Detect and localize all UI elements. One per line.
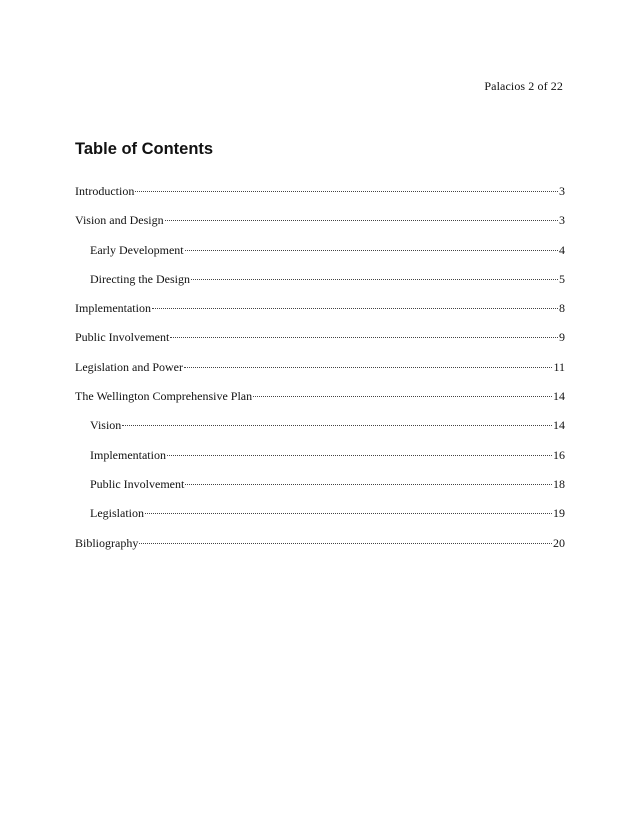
toc-entry-page: 4	[559, 242, 565, 257]
dot-leader	[165, 220, 558, 221]
toc-entry-vision[interactable]	[75, 418, 565, 447]
toc-entry-label: The Wellington Comprehensive Plan	[75, 389, 253, 404]
toc-entry-label: Vision and Design	[75, 213, 164, 228]
dot-leader	[184, 367, 552, 368]
dot-leader	[122, 425, 552, 426]
page-header: Palacios 2 of 22	[484, 79, 563, 93]
dot-leader	[167, 455, 552, 456]
toc-entry-legislation-and-power[interactable]	[75, 360, 565, 389]
toc-entry-introduction[interactable]	[75, 184, 565, 213]
toc-entry-early-development[interactable]	[75, 243, 565, 272]
toc-entry-page: 9	[559, 330, 565, 345]
dot-leader	[152, 308, 558, 309]
toc-entry-label: Early Development	[90, 242, 184, 257]
toc-entry-legislation[interactable]	[75, 506, 565, 535]
toc-entry-page: 20	[553, 535, 565, 550]
dot-leader	[185, 250, 558, 251]
dot-leader	[170, 337, 558, 338]
dot-leader	[253, 396, 552, 397]
toc-title: Table of Contents	[75, 140, 214, 158]
toc-entry-page: 16	[553, 447, 565, 462]
toc-entry-label: Legislation and Power	[75, 359, 183, 374]
toc-entry-page: 14	[553, 418, 565, 433]
toc-entry-public-involvement[interactable]	[75, 330, 565, 359]
toc-entry-vision-and-design[interactable]	[75, 213, 565, 242]
dot-leader	[185, 484, 552, 485]
toc-entry-label: Directing the Design	[90, 271, 190, 286]
dot-leader	[145, 513, 552, 514]
dot-leader	[139, 543, 552, 544]
toc-entry-implementation[interactable]	[75, 301, 565, 330]
toc-entry-plan-implementation[interactable]	[75, 448, 565, 477]
toc-entry-page: 14	[553, 389, 565, 404]
toc-entry-page: 19	[553, 506, 565, 521]
toc-entry-directing-the-design[interactable]	[75, 272, 565, 301]
toc-entry-label: Implementation	[75, 301, 151, 316]
toc-entry-plan-public-involvement[interactable]	[75, 477, 565, 506]
toc-entry-label: Bibliography	[75, 535, 139, 550]
toc-entry-label: Legislation	[90, 506, 144, 521]
toc-entry-label: Public Involvement	[90, 476, 185, 491]
dot-leader	[135, 191, 558, 192]
toc-entry-wellington-comprehensive-plan[interactable]	[75, 389, 565, 418]
toc-entry-label: Public Involvement	[75, 330, 170, 345]
toc-list	[75, 184, 565, 565]
toc-entry-bibliography[interactable]	[75, 536, 565, 565]
toc-entry-page: 5	[559, 271, 565, 286]
toc-entry-page: 11	[553, 359, 565, 374]
toc-entry-page: 18	[553, 476, 565, 491]
toc-entry-label: Implementation	[90, 447, 166, 462]
toc-entry-page: 3	[559, 184, 565, 198]
toc-entry-label: Introduction	[75, 184, 135, 198]
dot-leader	[191, 279, 558, 280]
toc-entry-label: Vision	[90, 418, 122, 433]
toc-entry-page: 3	[559, 213, 565, 228]
toc-entry-page: 8	[559, 301, 565, 316]
